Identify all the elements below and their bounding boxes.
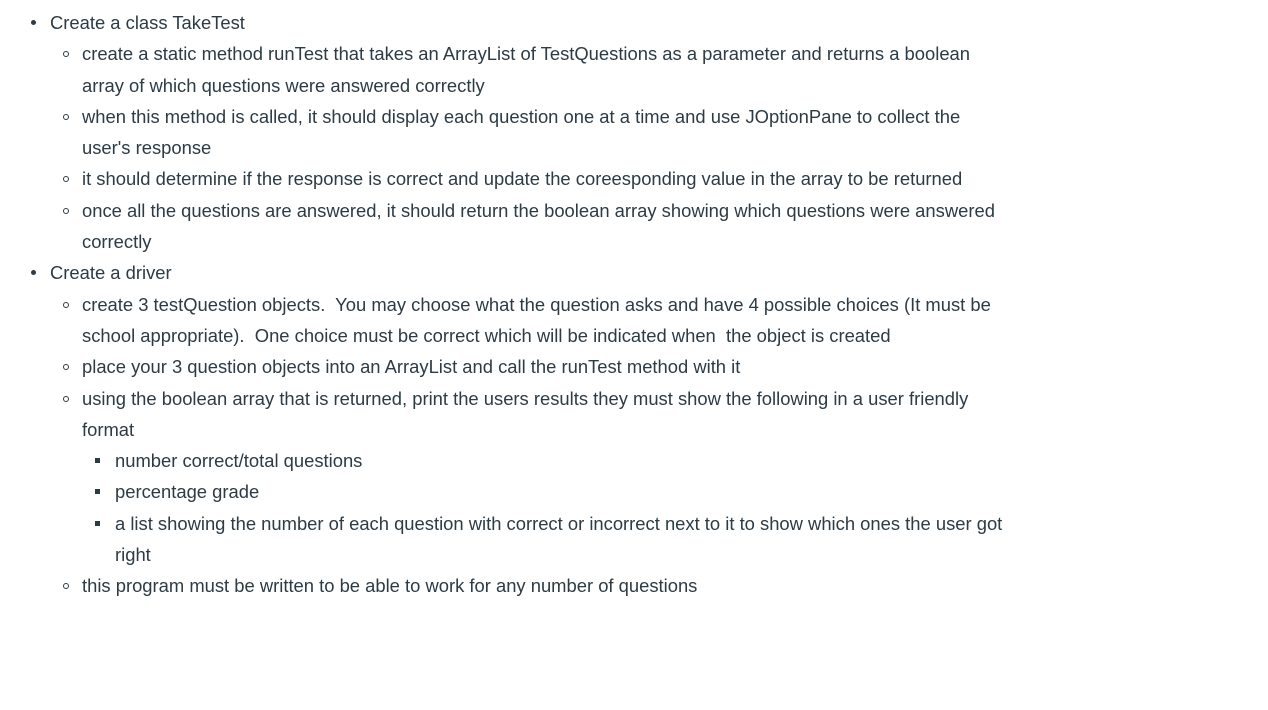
sub-list-item-text: create a static method runTest that takes an ArrayList of TestQuestions as a parameter and returns a boolean array of which questions were answered correctly [82, 43, 976, 96]
sub-list-item-text: once all the questions are answered, it should return the boolean array showing which questions were answered correctly [82, 199, 1001, 253]
bullet-square-icon [95, 521, 100, 526]
sub-list-item [50, 38, 1010, 101]
bullet-disc-icon [31, 270, 36, 275]
list-item-driver [0, 257, 1010, 601]
bullet-circle-icon [63, 176, 69, 182]
bullet-circle-icon [63, 583, 69, 589]
list-item-take-test [0, 7, 1010, 257]
nested-list-item-text: percentage grade [115, 481, 260, 503]
sub-list-item-text: this program must be written to be able to work for any number of questions [82, 575, 698, 597]
bullet-circle-icon [63, 396, 69, 402]
list-item-text: Create a driver [50, 262, 172, 284]
sub-list-item [50, 289, 1010, 352]
sub-list-item [50, 195, 1010, 258]
nested-sub-list [82, 445, 1010, 570]
bullet-square-icon [95, 458, 100, 463]
sub-list-item-text: when this method is called, it should display each question one at a time and use JOptionPane to collect the user's response [82, 105, 966, 159]
bullet-disc-icon [31, 20, 36, 25]
sub-list-item [50, 351, 1010, 382]
sub-list [50, 289, 1010, 602]
nested-list-item [82, 445, 1010, 476]
instruction-list [0, 7, 1010, 602]
nested-list-item-text: a list showing the number of each question with correct or incorrect next to it to show which ones the user got right [115, 512, 1008, 566]
bullet-circle-icon [63, 302, 69, 308]
nested-list-item-text: number correct/total questions [115, 450, 363, 472]
sub-list-item [50, 163, 1010, 194]
sub-list [50, 38, 1010, 257]
bullet-circle-icon [63, 114, 69, 120]
nested-list-item [82, 476, 1010, 507]
nested-list-item [82, 508, 1010, 571]
sub-list-item-text: it should determine if the response is correct and update the coreesponding value in the array to be returned [82, 168, 963, 190]
assignment-content [0, 7, 1010, 602]
sub-list-item-text: create 3 testQuestion objects. You may choose what the question asks and have 4 possible choices (It must be school appropriate). One choice must be correct which will be indicated when the object is created [82, 293, 996, 346]
bullet-circle-icon [63, 208, 69, 214]
sub-list-item [50, 570, 1010, 601]
sub-list-item [50, 101, 1010, 164]
bullet-circle-icon [63, 364, 69, 370]
sub-list-item [50, 383, 1010, 571]
bullet-square-icon [95, 489, 100, 494]
bullet-circle-icon [63, 51, 69, 57]
list-item-text: Create a class TakeTest [50, 12, 245, 33]
sub-list-item-text: using the boolean array that is returned, print the users results they must show the following in a user friendly format [82, 387, 974, 440]
sub-list-item-text: place your 3 question objects into an ArrayList and call the runTest method with it [82, 356, 741, 378]
